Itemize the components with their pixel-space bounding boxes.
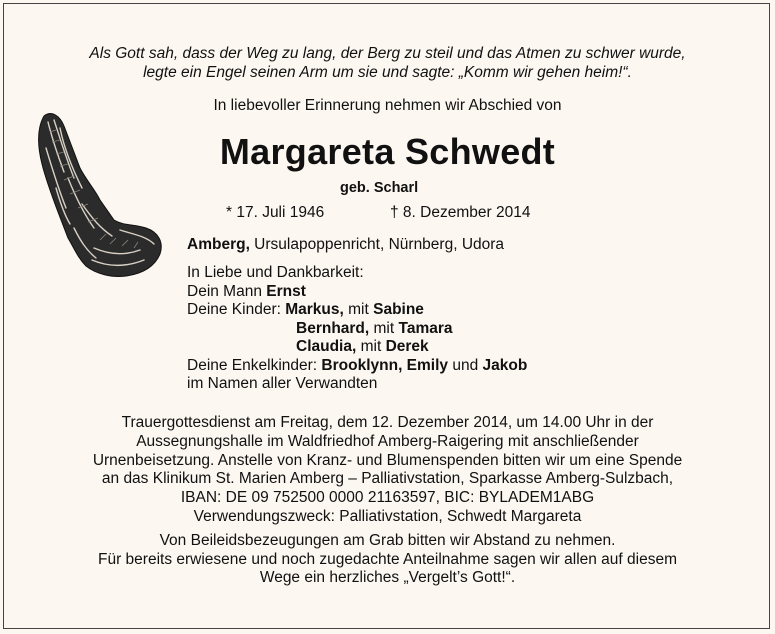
poem-line-1: Als Gott sah, dass der Weg zu lang, der Berg zu steil und das Atmen zu schwer wurde, <box>89 45 686 62</box>
places <box>187 236 504 254</box>
child-partner: Derek <box>385 338 429 355</box>
child-partner: Tamara <box>398 320 453 337</box>
child-name: Claudia, <box>296 338 357 355</box>
husband-label: Dein Mann <box>187 283 267 300</box>
poem-line-2: legte ein Engel seinen Arm um sie und sagte: „Komm wir gehen heim!“. <box>143 64 632 81</box>
child-name: Bernhard, <box>296 320 370 337</box>
notice-line: Trauergottesdienst am Freitag, dem 12. Dezember 2014, um 14.00 Uhr in der <box>121 414 654 431</box>
child-with: mit <box>369 320 399 337</box>
grandchildren-label: Deine Enkelkinder: <box>187 357 322 374</box>
notice-line: an das Klinikum St. Marien Amberg – Palliativstation, Sparkasse Amberg-Sulzbach, <box>101 470 674 488</box>
grandchild-name: Jakob <box>482 357 528 374</box>
closing-line: Wege ein herzliches „Vergelt’s Gott!“. <box>259 569 516 586</box>
family-heading: In Liebe und Dankbarkeit: <box>187 264 364 281</box>
poem <box>0 44 775 82</box>
grandchildren-names: Brooklynn, Emily <box>321 357 449 374</box>
husband-name: Ernst <box>266 283 306 300</box>
child-partner: Sabine <box>373 301 424 318</box>
children-label: Deine Kinder: <box>187 301 286 318</box>
family-husband <box>187 283 306 302</box>
grandchildren-and: und <box>448 357 483 374</box>
closing-line: Für bereits erwiesene und noch zugedachte Anteilnahme sagen wir allen auf diesem <box>97 550 678 568</box>
notice-line: Verwendungszweck: Palliativstation, Schwedt Margareta <box>193 507 582 525</box>
service-notice <box>0 414 775 527</box>
family-grandchildren <box>187 357 527 376</box>
family-relatives: im Namen aller Verwandten <box>187 375 378 392</box>
maiden-name: geb. Scharl <box>340 180 419 196</box>
places-rest: Ursulapoppenricht, Nürnberg, Udora <box>249 236 505 253</box>
places-main: Amberg, <box>187 236 250 253</box>
child-with: mit <box>356 338 386 355</box>
child-with: mit <box>343 301 374 318</box>
family-child-1 <box>187 301 424 320</box>
death-date: † 8. Dezember 2014 <box>390 204 531 221</box>
closing-text <box>0 532 775 588</box>
deceased-name: Margareta Schwedt <box>219 131 556 172</box>
intro-text: In liebevoller Erinnerung nehmen wir Abschied von <box>213 97 562 114</box>
notice-line: IBAN: DE 09 752500 0000 21163597, BIC: BYLADEM1ABG <box>180 489 595 507</box>
family-child-2 <box>187 320 453 339</box>
notice-line: Urnenbeisetzung. Anstelle von Kranz- und Blumenspenden bitten wir um eine Spende <box>92 451 683 469</box>
notice-line: Aussegnungshalle im Waldfriedhof Amberg-Raigering mit anschließender <box>136 432 639 450</box>
birth-date: * 17. Juli 1946 <box>226 204 325 221</box>
family-child-3 <box>187 338 429 357</box>
closing-line: Von Beileidsbezeugungen am Grab bitten wir Abstand zu nehmen. <box>159 532 616 549</box>
child-name: Markus, <box>285 301 344 318</box>
